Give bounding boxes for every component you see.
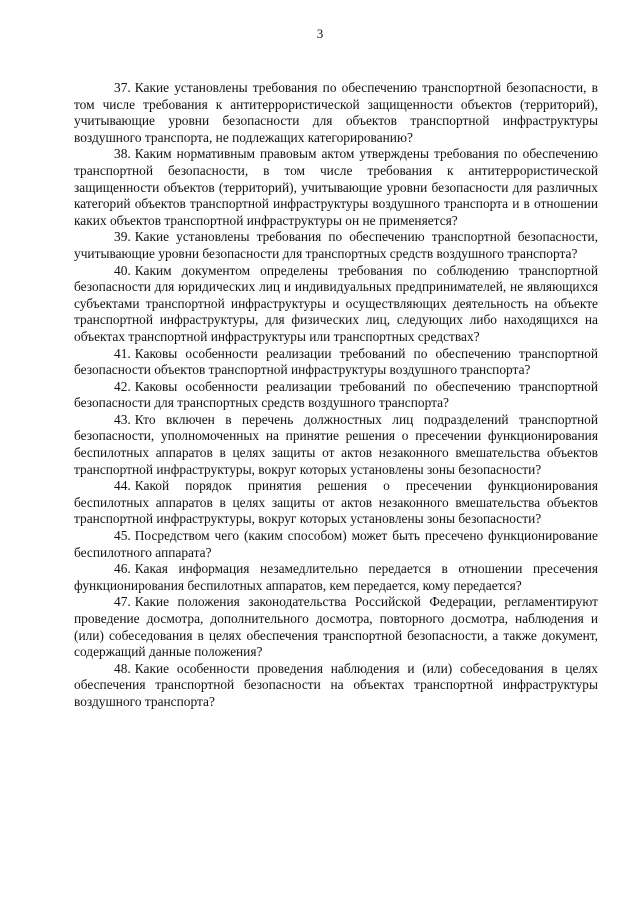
question-item: [74, 561, 598, 594]
question-number: 41.: [114, 345, 131, 361]
question-text: Каковы особенности реализации требований по обеспечению транспортной безопасности объектов транспортной инфраструктуры воздушного транспорта?: [74, 345, 598, 378]
question-item: [74, 412, 598, 478]
question-item: [74, 528, 598, 561]
question-text: Каким документом определены требования по соблюдению транспортной безопасности для юридических лиц и индивидуальных предпринимателей, не являющихся субъектами транспортной инфраструктуры и осуществляющих деятельность на объекте транспортной инфраструктуры, для физических лиц, следующих либо находящихся на объектах транспортной инфраструктуры или транспортных средствах?: [74, 262, 598, 344]
question-item: [74, 229, 598, 262]
question-number: 43.: [114, 411, 131, 427]
question-item: [74, 263, 598, 346]
question-text: Какой порядок принятия решения о пресечении функционирования беспилотных аппаратов в целях защиты от актов незаконного вмешательства объектов транспортной инфраструктуры, вокруг которых установлены зоны безопасности?: [74, 478, 598, 527]
question-number: 48.: [114, 660, 131, 676]
question-list: [74, 80, 598, 711]
question-item: [74, 346, 598, 379]
question-item: [74, 80, 598, 146]
question-number: 38.: [114, 146, 131, 162]
question-text: Какие положения законодательства Российской Федерации, регламентируют проведение досмотра, дополнительного досмотра, повторного досмотра, наблюдения и (или) собеседования в целях обеспечения транспортной безопасности, а также документ, содержащий данные положения?: [74, 594, 598, 660]
question-text: Какие установлены требования по обеспечению транспортной безопасности, в том числе требования к антитеррористической защищенности объектов (территорий), учитывающие уровни безопасности для объектов транспортной инфраструктуры воздушного транспорта, не подлежащих категорированию?: [74, 80, 598, 145]
question-text: Посредством чего (каким способом) может быть пресечено функционирование беспилотного аппарата?: [74, 528, 598, 560]
question-item: [74, 379, 598, 412]
question-text: Какие особенности проведения наблюдения и (или) собеседования в целях обеспечения транспортной безопасности на объектах транспортной инфраструктуры воздушного транспорта?: [74, 660, 598, 709]
question-text: Каким нормативным правовым актом утверждены требования по обеспечению транспортной безопасности, в том числе требования к антитеррористической защищенности объектов (территорий), учитывающие уровни безопасности для различных категорий объектов транспортной инфраструктуры воздушного транспорта и в отношении каких объектов транспортной инфраструктуры он не применяется?: [74, 146, 598, 228]
question-text: Какая информация незамедлительно передается в отношении пресечения функционирования беспилотных аппаратов, кем передается, кому передается?: [74, 561, 598, 593]
question-item: [74, 146, 598, 229]
question-number: 44.: [114, 478, 131, 494]
question-text: Каковы особенности реализации требований по обеспечению транспортной безопасности для транспортных средств воздушного транспорта?: [74, 378, 598, 411]
question-number: 42.: [114, 378, 131, 394]
page-number: 3: [316, 26, 324, 41]
question-number: 45.: [114, 528, 131, 544]
question-number: 39.: [114, 229, 131, 245]
question-number: 37.: [114, 80, 131, 95]
question-text: Кто включен в перечень должностных лиц подразделений транспортной безопасности, уполномоченных на принятие решения о пресечении функционирования беспилотных аппаратов в целях защиты от актов незаконного вмешательства объектов транспортной инфраструктуры, вокруг которых установлены зоны безопасности?: [74, 411, 598, 477]
question-item: [74, 661, 598, 711]
question-item: [74, 478, 598, 528]
question-item: [74, 594, 598, 660]
question-number: 40.: [114, 262, 131, 278]
question-number: 47.: [114, 594, 131, 610]
question-number: 46.: [114, 561, 131, 577]
question-text: Какие установлены требования по обеспечению транспортной безопасности, учитывающие уровни безопасности для транспортных средств воздушного транспорта?: [74, 229, 598, 261]
